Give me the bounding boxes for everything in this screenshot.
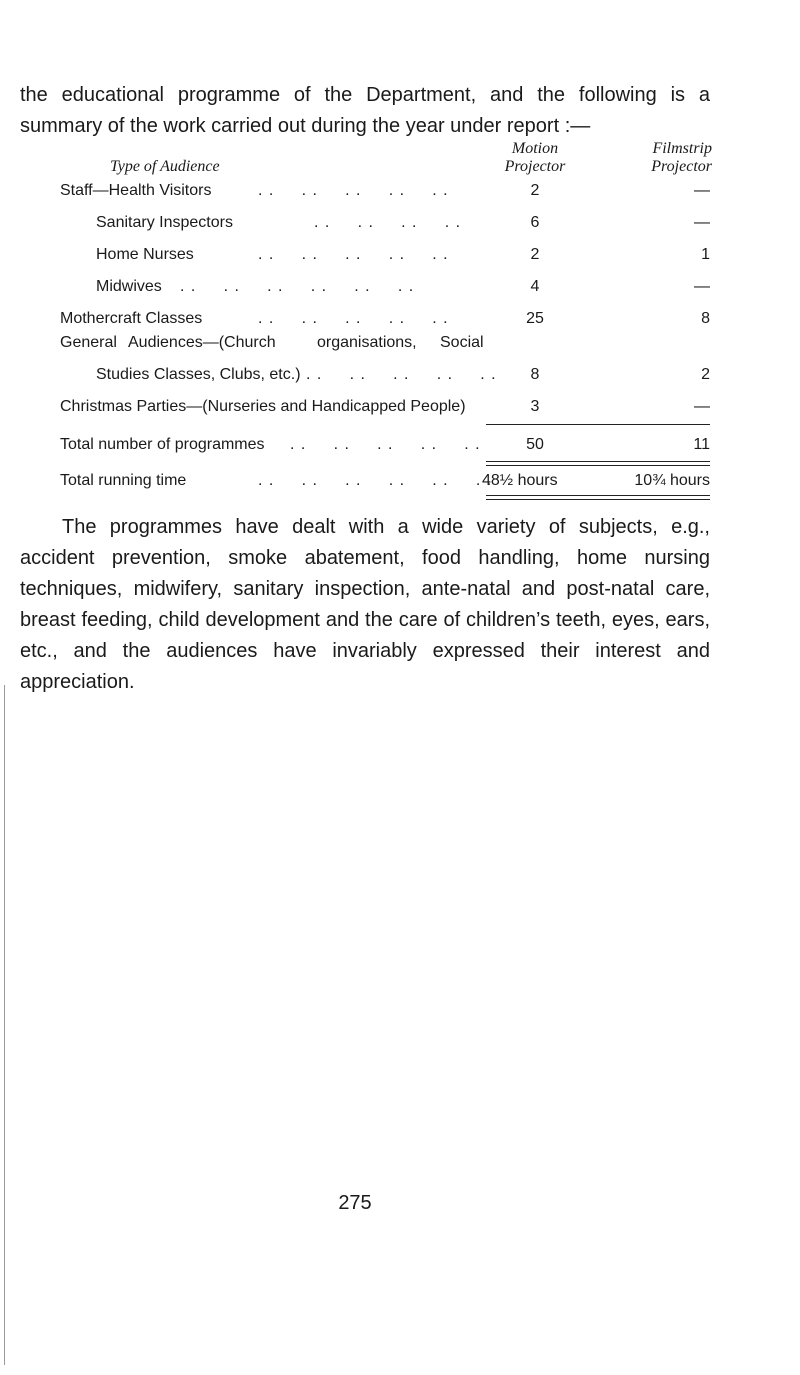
row-label: Staff—Health Visitors — [60, 182, 212, 199]
filmstrip-value: 8 — [701, 310, 710, 327]
total-programmes-label: Total number of programmes — [60, 436, 265, 453]
row-label: Mothercraft Classes — [60, 310, 203, 327]
header-motion-line2: Projector — [504, 158, 566, 175]
total-programmes-filmstrip: 11 — [693, 436, 710, 453]
table-row — [0, 276, 800, 298]
leader-dots: . . . . . . . . . . — [306, 366, 497, 383]
filmstrip-value: 2 — [701, 366, 710, 383]
row-label: Studies Classes, Clubs, etc.) — [96, 366, 301, 383]
total-programmes-row — [0, 434, 800, 456]
intro-line-2: summary of the work carried out during the year under report :— — [20, 115, 591, 137]
leader-dots: . . . . . . . . . . . . — [180, 278, 415, 295]
row-label-part: Audiences—(Church — [128, 334, 276, 351]
filmstrip-value: — — [694, 398, 710, 415]
leader-dots: . . . . . . . . . . — [258, 310, 449, 327]
total-time-label: Total running time — [60, 472, 187, 489]
leader-dots: . . . . . . . . . . — [290, 436, 481, 453]
motion-value: 2 — [530, 182, 540, 199]
table-row — [0, 396, 800, 418]
table-row — [0, 212, 800, 234]
filmstrip-value: — — [694, 278, 710, 295]
leader-dots: . . . . . . . . . . — [258, 182, 449, 199]
subtotal-rule — [486, 424, 710, 425]
total-time-filmstrip: 10¾ hours — [634, 472, 710, 489]
table-row-line1 — [0, 332, 800, 354]
leader-dots: . . . . . . . . . . — [258, 246, 449, 263]
row-label-part: General — [60, 334, 117, 351]
table-row — [0, 244, 800, 266]
body-paragraph: The programmes have dealt with a wide variety of subjects, e.g., accident prevention, smoke abatement, food handling, home nursing techniques, midwifery, sanitary inspection, ante-natal and post-natal care, breast feeding, child development and the care of children’s teeth, eyes, ears, etc., and the audiences have invariably expressed their interest and appreciation. — [20, 516, 710, 693]
double-rule — [486, 495, 710, 500]
leader-dots: . . . . . . . . — [314, 214, 462, 231]
double-rule — [486, 461, 710, 466]
filmstrip-value: — — [694, 214, 710, 231]
page-number: 275 — [338, 1192, 372, 1214]
motion-value: 25 — [526, 310, 544, 327]
motion-value: 2 — [530, 246, 540, 263]
row-label: Christmas Parties—(Nurseries and Handicapped People) — [60, 398, 466, 415]
row-label-part: Social — [440, 334, 484, 351]
row-label: Home Nurses — [96, 246, 194, 263]
total-time-row — [0, 470, 800, 492]
motion-value: 6 — [530, 214, 540, 231]
row-label-part: organisations, — [317, 334, 417, 351]
header-motion-projector — [470, 140, 600, 176]
table-row — [0, 364, 800, 386]
filmstrip-value: — — [694, 182, 710, 199]
filmstrip-value: 1 — [701, 246, 710, 263]
leader-dots: . . . . . . . . . . . . — [258, 472, 493, 489]
header-film-line2: Projector — [651, 158, 712, 175]
header-filmstrip-projector — [612, 140, 712, 176]
motion-value: 3 — [530, 398, 540, 415]
margin-binding-line — [4, 685, 5, 1365]
header-motion-line1: Motion — [511, 140, 559, 157]
header-film-line1: Filmstrip — [652, 140, 712, 157]
total-programmes-motion: 50 — [526, 436, 544, 453]
row-label: Sanitary Inspectors — [96, 214, 233, 231]
intro-text — [20, 80, 710, 142]
motion-value: 4 — [530, 278, 540, 295]
table-row — [0, 180, 800, 202]
total-time-motion: 48½ hours — [482, 472, 558, 489]
intro-line-1: the educational programme of the Department, and the following is a — [20, 84, 710, 106]
table-row — [0, 308, 800, 330]
row-label: Midwives — [96, 278, 162, 295]
motion-value: 8 — [530, 366, 540, 383]
header-type-of-audience: Type of Audience — [110, 158, 220, 175]
